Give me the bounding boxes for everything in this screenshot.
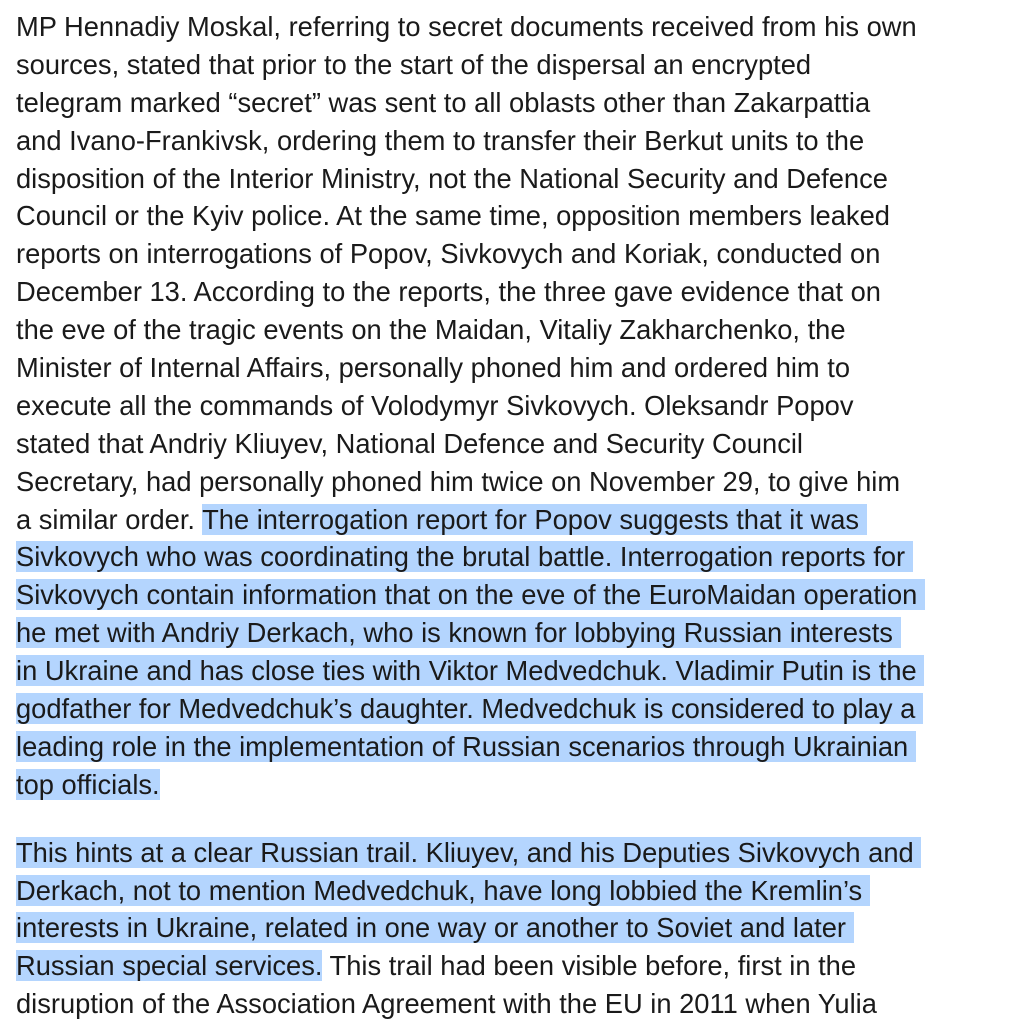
- selected-text: leading role in the implementation of Russian scenarios through Ukrainian: [16, 730, 916, 762]
- text-line: sources, stated that prior to the start of the dispersal an encrypted: [16, 48, 812, 80]
- text-line: [16, 728, 1026, 766]
- selected-text: interests in Ukraine, related in one way or another to Soviet and later: [16, 912, 854, 944]
- text-line: disruption of the Association Agreement with the EU in 2011 when Yulia: [16, 988, 877, 1020]
- text-line: MP Hennadiy Moskal, referring to secret documents received from his own: [16, 11, 917, 42]
- text-line: and Ivano-Frankivsk, ordering them to transfer their Berkut units to the: [16, 124, 865, 156]
- selected-text: in Ukraine and has close ties with Viktor Medvedchuk. Vladimir Putin is the: [16, 655, 925, 687]
- paragraph-spacer: [16, 804, 1026, 834]
- text-line: disposition of the Interior Ministry, not the National Security and Defence: [16, 162, 888, 194]
- text-line: the eve of the tragic events on the Maidan, Vitaliy Zakharchenko, the: [16, 314, 846, 346]
- text-line: [16, 690, 1026, 728]
- text-line: Minister of Internal Affairs, personally phoned him and ordered him to: [16, 352, 851, 384]
- text-line: Secretary, had personally phoned him twice on November 29, to give him: [16, 465, 901, 497]
- text-line: stated that Andriy Kliuyev, National Defence and Security Council: [16, 427, 803, 459]
- text-line: Council or the Kyiv police. At the same time, opposition members leaked: [16, 200, 890, 232]
- document-body: [16, 8, 1026, 1023]
- selected-text: top officials.: [16, 768, 160, 800]
- selected-text: Sivkovych who was coordinating the brutal battle. Interrogation reports for: [16, 541, 913, 573]
- text-line: [16, 652, 1026, 690]
- selected-text: godfather for Medvedchuk’s daughter. Medvedchuk is considered to play a: [16, 693, 923, 725]
- text-line: [16, 576, 1026, 614]
- text-line: reports on interrogations of Popov, Sivkovych and Koriak, conducted on: [16, 238, 881, 270]
- text-line: December 13. According to the reports, the three gave evidence that on: [16, 276, 881, 308]
- selected-text: This hints at a clear Russian trail. Kliuyev, and his Deputies Sivkovych and: [16, 836, 922, 868]
- paragraph-1: [16, 8, 1026, 804]
- text-line: execute all the commands of Volodymyr Sivkovych. Oleksandr Popov: [16, 389, 854, 421]
- text-line: Russian special services. This trail had been visible before, first in the: [16, 950, 857, 982]
- text-line: [16, 614, 1026, 652]
- text-line: telegram marked “secret” was sent to all oblasts other than Zakarpattia: [16, 86, 871, 118]
- selected-text: The interrogation report for Popov suggests that it was: [202, 503, 867, 535]
- selected-text: Sivkovych contain information that on the eve of the EuroMaidan operation: [16, 579, 925, 611]
- selected-text: he met with Andriy Derkach, who is known for lobbying Russian interests: [16, 617, 901, 649]
- selected-text: Russian special services.: [16, 950, 323, 982]
- text-line: a similar order. The interrogation report for Popov suggests that it was: [16, 503, 867, 535]
- paragraph-2: [16, 834, 1026, 1023]
- text-line: [16, 766, 1026, 804]
- text-line: [16, 834, 1026, 872]
- selected-text: Derkach, not to mention Medvedchuk, have long lobbied the Kremlin’s: [16, 874, 870, 906]
- text-line: [16, 909, 1026, 947]
- text-line: [16, 872, 1026, 910]
- text-line: [16, 538, 1026, 576]
